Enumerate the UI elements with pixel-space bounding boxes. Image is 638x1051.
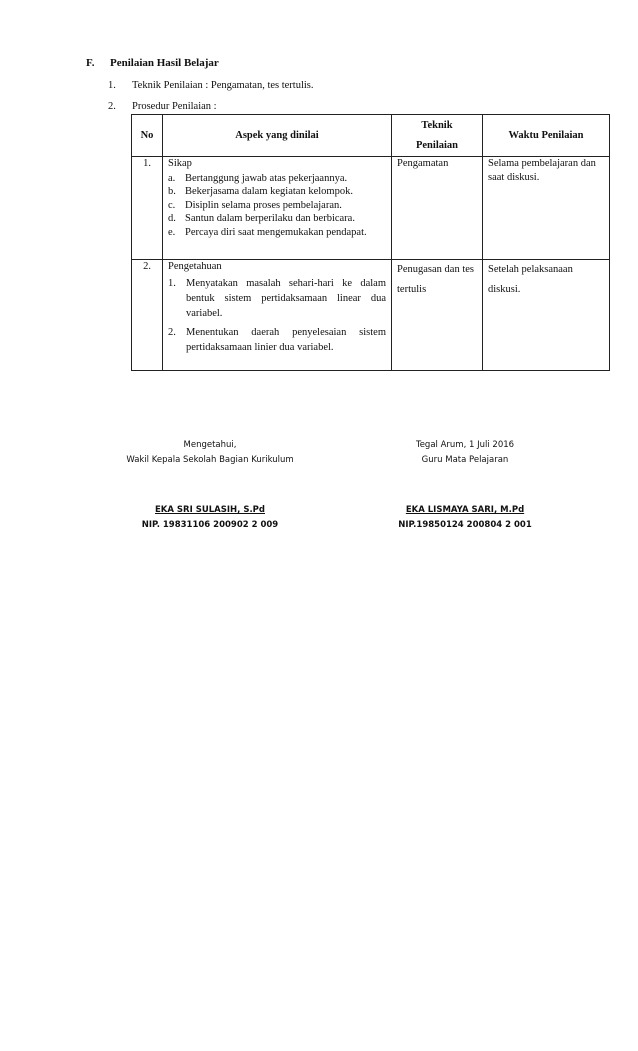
table-header-row: [132, 115, 610, 157]
row-teknik: Penugasan dan tes tertulis: [392, 260, 483, 371]
list-item-text: Teknik Penilaian : Pengamatan, tes tertulis.: [132, 80, 314, 91]
row-aspek: [163, 157, 392, 260]
list-item: [168, 199, 386, 213]
list-item: [168, 185, 386, 199]
section-letter: F.: [86, 57, 95, 69]
point-text: Disiplin selama proses pembelajaran.: [185, 199, 342, 211]
list-item-prosedur: [108, 101, 217, 112]
point-text: Menentukan daerah penyelesaian sistem pertidaksamaan linier dua variabel.: [186, 326, 386, 353]
row-waktu: Selama pembelajaran dan saat diskusi.: [483, 157, 610, 260]
point-label: 1.: [168, 277, 176, 289]
list-item: [168, 325, 386, 355]
point-text: Percaya diri saat mengemukakan pendapat.: [185, 226, 367, 238]
row-waktu: Setelah pelaksanaan diskusi.: [483, 260, 610, 371]
aspek-points: [168, 172, 386, 240]
aspek-points: [168, 276, 386, 355]
list-item-text: Prosedur Penilaian :: [132, 101, 217, 112]
point-text: Bekerjasama dalam kegiatan kelompok.: [185, 186, 353, 197]
aspek-title: Pengetahuan: [168, 261, 222, 272]
list-item-number: 1.: [108, 80, 116, 91]
header-no: No: [132, 115, 163, 157]
signature-right-place-date: Tegal Arum, 1 Juli 2016: [415, 440, 515, 450]
row-number: 2.: [132, 260, 163, 371]
header-teknik-line2: Penilaian: [415, 139, 458, 151]
signature-right-name: [350, 505, 580, 515]
signature-right-nip: NIP.19850124 200804 2 001: [398, 520, 532, 530]
aspek-title: Sikap: [168, 158, 192, 169]
point-label: a.: [168, 172, 176, 184]
signature-left-name-text: EKA SRI SULASIH, S.Pd: [155, 505, 265, 515]
header-teknik: [392, 115, 483, 157]
row-aspek: [163, 260, 392, 371]
signature-right-name-text: EKA LISMAYA SARI, M.Pd: [405, 505, 525, 515]
signature-left-name: [100, 505, 320, 515]
signature-left-role: Wakil Kepala Sekolah Bagian Kurikulum: [126, 455, 294, 465]
row-number: 1.: [132, 157, 163, 260]
point-label: 2.: [168, 326, 176, 338]
point-label: b.: [168, 186, 176, 197]
point-label: d.: [168, 213, 176, 224]
section-title: Penilaian Hasil Belajar: [110, 57, 219, 69]
header-waktu: Waktu Penilaian: [483, 115, 610, 157]
point-text: Menyatakan masalah sehari-hari ke dalam bentuk sistem pertidaksamaan linear dua variabel.: [186, 277, 386, 319]
list-item-teknik: [108, 80, 314, 91]
point-label: e.: [168, 226, 176, 238]
point-label: c.: [168, 199, 176, 211]
section-heading: [86, 57, 219, 69]
signature-left-greeting: Mengetahui,: [183, 440, 237, 450]
list-item: [168, 172, 386, 186]
list-item: [168, 212, 386, 226]
list-item: [168, 276, 386, 321]
table-row: [132, 157, 610, 260]
list-item-number: 2.: [108, 101, 116, 112]
header-teknik-line1: Teknik: [421, 119, 453, 131]
header-aspek: Aspek yang dinilai: [163, 115, 392, 157]
point-text: Bertanggung jawab atas pekerjaannya.: [185, 172, 348, 184]
row-teknik: Pengamatan: [392, 157, 483, 260]
signature-right-role: Guru Mata Pelajaran: [421, 455, 509, 465]
assessment-table: [131, 114, 610, 371]
signature-left-nip: NIP. 19831106 200902 2 009: [141, 520, 279, 530]
point-text: Santun dalam berperilaku dan berbicara.: [185, 213, 355, 224]
table-row: [132, 260, 610, 371]
list-item: [168, 226, 386, 240]
